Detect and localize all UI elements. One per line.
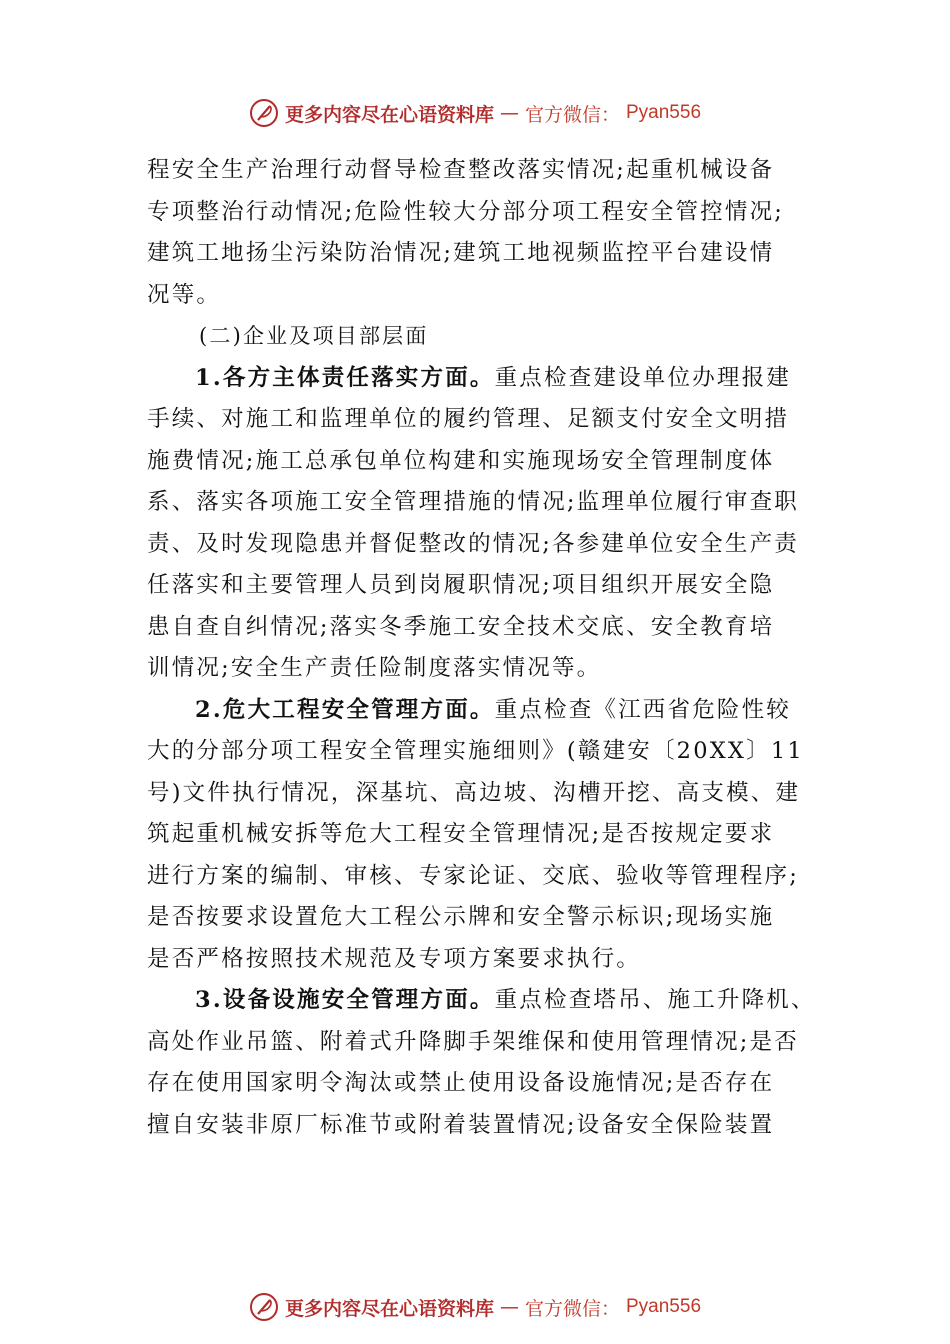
text-line: 训情况;安全生产责任险制度落实情况等。 xyxy=(147,655,602,681)
text-line: 重点检查《江西省危险性较 xyxy=(494,696,791,723)
text-line: 进行方案的编制、审核、专家论证、交底、验收等管理程序; xyxy=(147,862,799,889)
text-line: 擅自安装非原厂标准节或附着装置情况;设备安全保险装置 xyxy=(147,1111,775,1138)
watermark-id: Pyan556 xyxy=(626,102,702,123)
watermark-header xyxy=(0,98,950,128)
section-heading: (二)企业及项目部层面 xyxy=(199,324,429,348)
text-line: 建筑工地扬尘污染防治情况;建筑工地视频监控平台建设情 xyxy=(147,240,775,266)
text-line: 手续、对施工和监理单位的履约管理、足额支付安全文明措 xyxy=(147,406,790,432)
text-line: 重点检查塔吊、施工升降机、 xyxy=(494,987,816,1013)
text-line: 大的分部分项工程安全管理实施细则》(赣建安〔20XX〕11 xyxy=(147,738,804,764)
text-line: 高处作业吊篮、附着式升降脚手架维保和使用管理情况;是否 xyxy=(147,1028,799,1055)
text-line: 是否严格按照技术规范及专项方案要求执行。 xyxy=(147,945,642,972)
feather-logo-icon xyxy=(249,98,279,128)
feather-logo-icon xyxy=(249,1292,279,1322)
watermark-footer xyxy=(0,1292,950,1322)
body-text xyxy=(147,150,816,1146)
text-line: 任落实和主要管理人员到岗履职情况;项目组织开展安全隐 xyxy=(147,572,775,598)
text-line: 筑起重机械安拆等危大工程安全管理情况;是否按规定要求 xyxy=(147,821,775,847)
text-line: 施费情况;施工总承包单位构建和实施现场安全管理制度体 xyxy=(147,447,775,474)
text-line: 重点检查建设单位办理报建 xyxy=(494,364,791,391)
watermark-main: 更多内容尽在心语资料库 xyxy=(284,1297,494,1320)
text-line: 责、及时发现隐患并督促整改的情况;各参建单位安全生产责 xyxy=(147,530,799,557)
paragraph-1-heading: 1.各方主体责任落实方面。 xyxy=(195,364,495,391)
watermark-separator: — xyxy=(499,102,519,124)
text-line: 系、落实各项施工安全管理措施的情况;监理单位履行审查职 xyxy=(147,489,799,515)
text-line: 存在使用国家明令淘汰或禁止使用设备设施情况;是否存在 xyxy=(147,1070,775,1096)
paragraph-1-first-line xyxy=(147,358,807,400)
watermark-id: Pyan556 xyxy=(626,1296,702,1317)
paragraph-2-first-line xyxy=(147,690,807,732)
text-line: 是否按要求设置危大工程公示牌和安全警示标识;现场实施 xyxy=(147,904,775,930)
text-line: 程安全生产治理行动督导检查整改落实情况;起重机械设备 xyxy=(147,157,775,183)
watermark-main: 更多内容尽在心语资料库 xyxy=(284,103,494,126)
text-line: 患自查自纠情况;落实冬季施工安全技术交底、安全教育培 xyxy=(147,613,775,640)
text-line: 号)文件执行情况，深基坑、高边坡、沟槽开挖、高支模、建 xyxy=(147,779,801,806)
watermark-label: 官方微信： xyxy=(524,1297,620,1320)
paragraph-3-heading: 3.设备设施安全管理方面。 xyxy=(195,987,495,1013)
watermark-separator: — xyxy=(499,1296,519,1318)
watermark-label: 官方微信： xyxy=(524,103,620,126)
paragraph-2-heading: 2.危大工程安全管理方面。 xyxy=(195,696,495,723)
text-line: 专项整治行动情况;危险性较大分部分项工程安全管控情况; xyxy=(147,198,785,225)
text-line: 况等。 xyxy=(147,281,222,308)
paragraph-3-first-line xyxy=(147,980,816,1022)
